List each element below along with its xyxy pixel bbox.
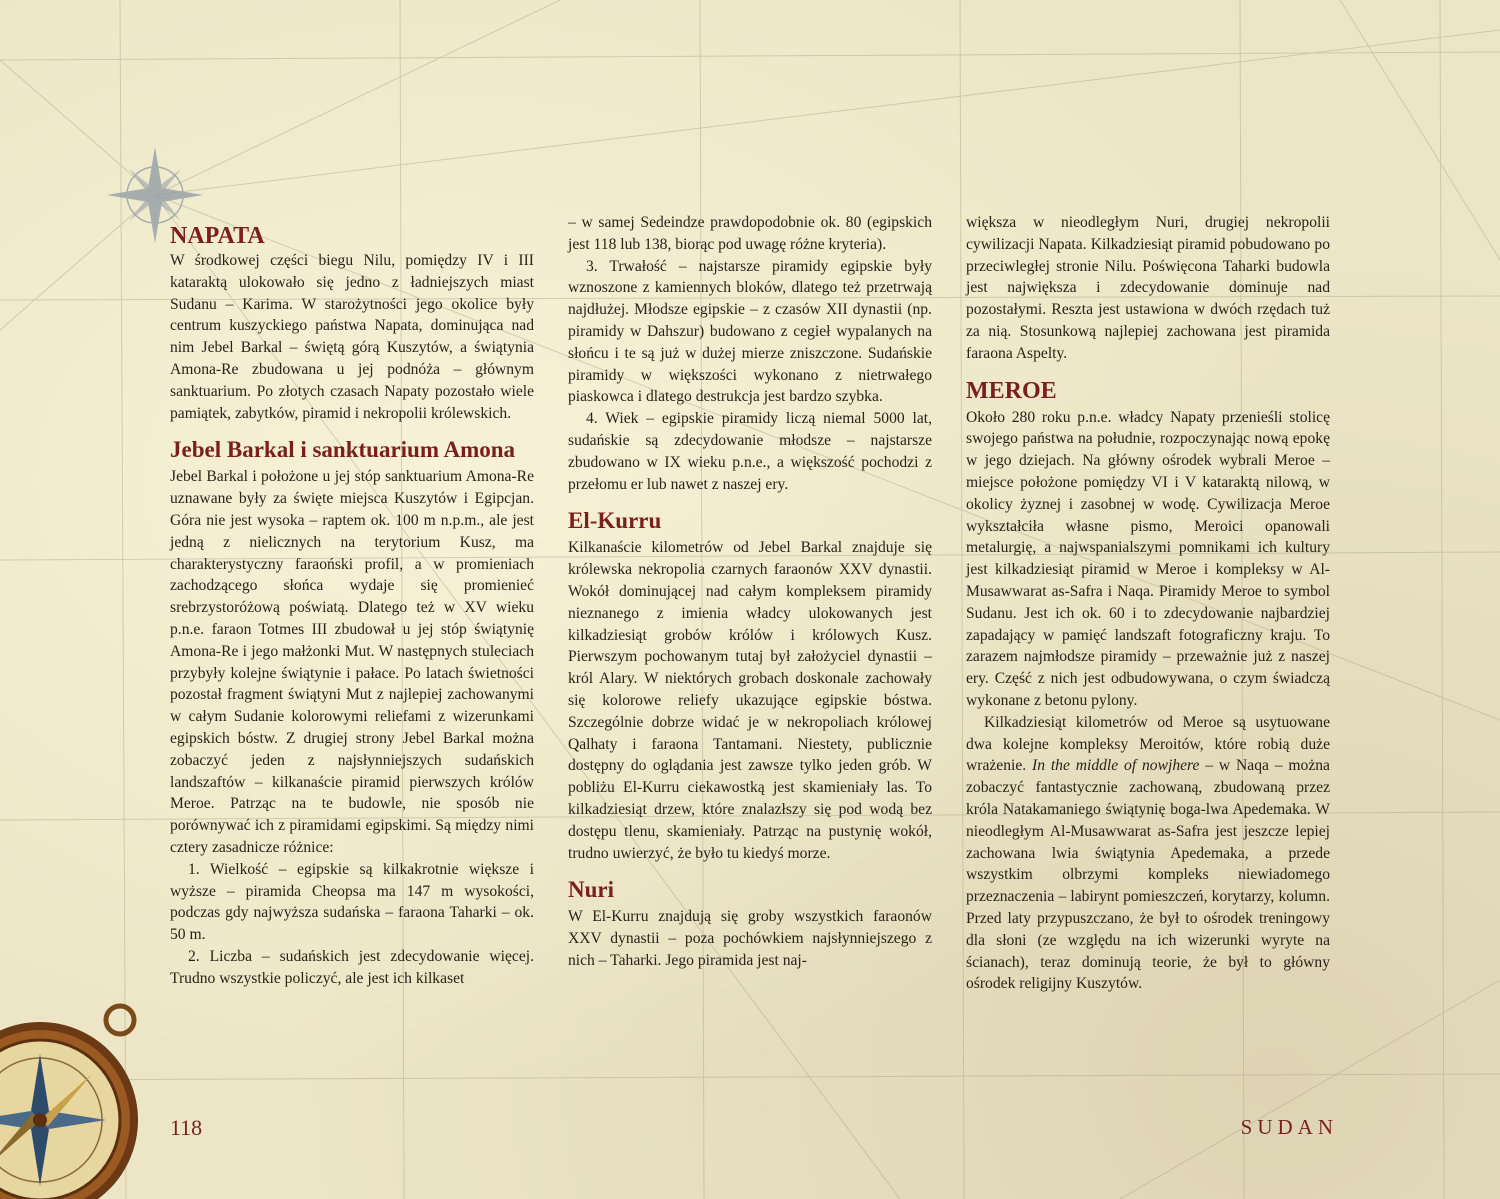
paragraph-difference-count: 2. Liczba – sudańskich jest zdecydowanie więcej. Trudno wszystkie policzyć, ale jest ich kilkaset <box>170 947 534 987</box>
italic-phrase: In the middle of nowjhere <box>1032 757 1200 775</box>
paragraph-meroitic-complexes <box>966 712 1330 995</box>
page-number: 118 <box>170 1115 203 1140</box>
paragraph-jebel-barkal: Jebel Barkal i położone u jej stóp sanktuarium Amona-Re uznawane były za święte miejsca Kuszytów i Egipcjan. Góra nie jest wysoka – raptem ok. 100 m n.p.m., ale jest jedną z nielicznych na terytorium Kusz, ma charakterystyczny faraoński profil, a w promieniach zachodzącego słońca wydaje się promienieć srebrzystoróżową poświatą. Dlatego też w XV wieku p.n.e. faraon Totmes III zbudował u jej stóp świątynię Amona-Re i jego małżonki Mut. W następnych stuleciach przybyły kolejne świątynie i pałace. Po latach świetności pozostał fragment świątyni Mut z najlepiej zachowanymi w całym Sudanie kolorowymi reliefami z wizerunkami egipskich bóstw. Z drugiej strony Jebel Barkal można zobaczyć jeden z najsłynniejszych sudańskich landszaftów – kilkanaście piramid pierwszych królów Meroe. Patrząc na te budowle, nie sposób nie porównywać ich z piramidami egipskimi. Są między nimi cztery zasadnicze różnice: <box>170 468 534 856</box>
paragraph-el-kurru: Kilkanaście kilometrów od Jebel Barkal znajduje się królewska nekropolia czarnych faraonów XXV dynastii. Wokół dominującej nad całym kompleksem piramidy nieznanego z imienia władcy ulokowanych jest kilkadziesiąt grobów królów i królowych Kusz. Pierwszym pochowanym tutaj był założyciel dynastii – król Alary. W niektórych grobach doskonale zachowały się kolorowe reliefy ukazujące egipskie bóstwa. Szczególnie dobrze widać je w nekropoliach królowej Qalhaty i faraona Tantamani. Niestety, publicznie dostępny do oglądania jest zawsze tylko jeden grób. W pobliżu El-Kurru ciekawostką jest skamieniały las. To kilkadziesiąt drzew, które znalazłszy się pod wodą bez dostępu tlenu, skamieniały. Patrząc na pustynię wokół, trudno uwierzyć, że było tu kiedyś morze. <box>568 539 932 862</box>
section-heading-meroe: MEROE <box>966 377 1057 404</box>
section-heading-jebel-barkal: Jebel Barkal i sanktuarium Amona <box>170 437 516 463</box>
running-title: SUDAN <box>1240 1115 1338 1139</box>
paragraph-difference-durability: 3. Trwałość – najstarsze piramidy egipskie były wznoszone z kamiennych bloków, dlatego też przetrwają najdłużej. Młodsze egipskie – z czasów XII dynastii (np. piramidy w Dahszur) budowano z cegieł wypalanych na słońcu i te są już w dużej mierze zniszczone. Sudańskie piramidy w większości wykonano z nietrwałego piaskowca i dlatego destrukcja jest bardzo szybka. <box>568 257 932 406</box>
paragraph-count-continued: – w samej Sedeindze prawdopodobnie ok. 80 (egipskich jest 118 lub 138, biorąc pod uwagę różne kryteria). <box>568 214 932 253</box>
paragraph-meroitic-part-1: Kilkadziesiąt kilometrów od Meroe są usytuowane dwa kolejne kompleksy Meroitów, które robią duże wrażenie. <box>966 713 1330 775</box>
paragraph-difference-size: 1. Wielkość – egipskie są kilkakrotnie większe i wyższe – piramida Cheopsa ma 147 m wysokości, podczas gdy najwyższa sudańska – faraona Taharki – ok. 50 m. <box>170 860 534 944</box>
section-heading-el-kurru: El-Kurru <box>568 508 662 534</box>
column-1 <box>170 212 534 990</box>
paragraph-nuri-continued: większa w nieodległym Nuri, drugiej nekropolii cywilizacji Napata. Kilkadziesiąt piramid pobudowano po przeciwległej stronie Nilu. Poświęcona Taharki budowla jest największa i zdecydowanie dominuje nad pozostałymi. Reszta jest ustawiona w dwóch rzędach tuż za nią. Stosunkową najlepiej zachowana jest piramida faraona Aspelty. <box>966 214 1330 362</box>
section-heading-napata: NAPATA <box>170 223 265 249</box>
column-3 <box>966 212 1330 995</box>
paragraph-nuri: W El-Kurru znajdują się groby wszystkich faraonów XXV dynastii – poza pochówkiem najsłynniejszego z nich – Taharki. Jego piramida jest naj- <box>568 908 932 969</box>
paragraph-napata-intro: W środkowej części biegu Nilu, pomiędzy IV i III kataraktą ulokowało się jedno z ładniejszych miast Sudanu – Karima. W starożytności jego okolice były centrum kuszyckiego państwa Napata, dominująca nad nim Jebel Barkal – świętą górą Kuszytów, a świątynia Amona-Re zbudowana u jej podnóża – głównym sanktuarium. Po złotych czasach Napaty pozostało wiele pamiątek, zabytków, piramid i nekropolii królewskich. <box>170 252 534 422</box>
section-heading-nuri: Nuri <box>568 877 614 903</box>
column-2 <box>568 212 932 972</box>
paragraph-meroitic-part-2: – w Naqa – można zobaczyć fantastycznie zachowaną, zbudowaną przez króla Natakamaniego świątynię boga-lwa Apedemaka. W nieodległym Al-Musawwarat as-Safra jest jeszcze lepiej zachowana lwia świątynia Apedemaka, a przede wszystkim olbrzymi kompleks niewiadomego przeznaczenia – labirynt pomieszczeń, korytarzy, kolumn. Przed laty przypuszczano, że był to ośrodek treningowy dla słoni (ze względu na ich wizerunki wyryte na ścianach), teraz dominują teorie, że był to główny ośrodek religijny Kuszytów. <box>966 757 1330 993</box>
paragraph-meroe: Około 280 roku p.n.e. władcy Napaty przenieśli stolicę swojego państwa na południe, rozpoczynając nową epokę w jego dziejach. Na główny ośrodek wybrali Meroe – miejsce położone pomiędzy VI i V kataraktą nilową, w okolicy żyznej i zasobnej w wodę. Cywilizacja Meroe wykształciła własne pismo, Meroici opanowali metalurgię, a najwspanialszymi pomnikami ich kultury jest kilkadziesiąt piramid w Meroe i kompleksy w Al-Musawwarat as-Safra i Naqa. Piramidy Meroe to symbol Sudanu. Jest ich ok. 60 i to zdecydowanie najbardziej zapadający w pamięć landszaft fotograficzny kraju. To zarazem najmłodsze piramidy – przeważnie już z naszej ery. Część z nich jest odbudowywana, o czym świadczą wykonane z betonu pylony. <box>966 408 1330 709</box>
paragraph-difference-age: 4. Wiek – egipskie piramidy liczą niemal 5000 lat, sudańskie są zdecydowanie młodsze – najstarsze zbudowano w IX wieku p.n.e., a większość pochodzi z przełomu er lub nawet z naszej ery. <box>568 410 932 493</box>
